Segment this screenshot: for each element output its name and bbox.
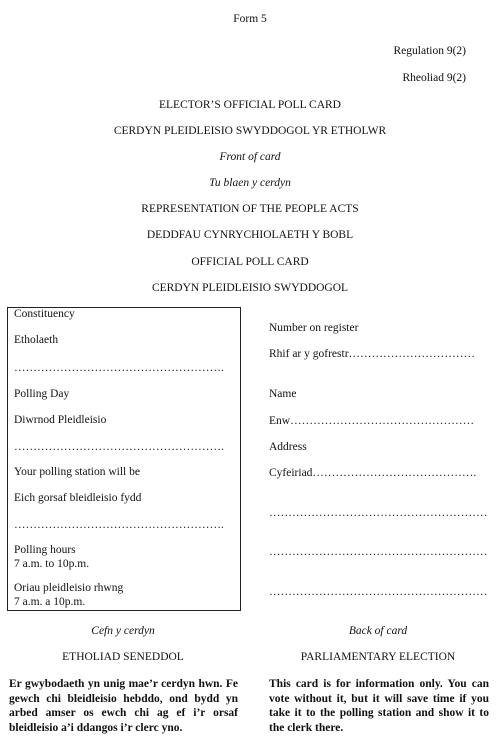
polling-hours-value-en: 7 a.m. to 10p.m. [14,558,90,570]
polling-hours-label-en: Polling hours [14,544,76,556]
polling-day-label-cy: Diwrnod Pleidleisio [14,414,107,426]
card-front-box [7,307,241,611]
electors-card-title-en: ELECTOR’S OFFICIAL POLL CARD [159,99,341,111]
name-label-cy: Enw………………………………………… [269,415,475,427]
address-dotted-line-3: ………………………………………………… [269,586,488,598]
back-of-card-label-cy: Cefn y cerdyn [91,625,155,637]
address-label-en: Address [269,441,307,453]
polling-hours-label-cy: Oriau pleidleisio rhwng [14,582,124,594]
constituency-dotted-line: ………………………………………………. [14,362,224,374]
register-number-label-cy: Rhif ar y gofrestr…………………………… [269,348,476,360]
acts-title-en: REPRESENTATION OF THE PEOPLE ACTS [141,203,359,215]
polling-station-label-en: Your polling station will be [14,466,140,478]
constituency-label-cy: Etholaeth [14,334,59,346]
constituency-label-en: Constituency [14,308,75,320]
polling-station-dotted-line: ………………………………………………. [14,519,224,531]
back-of-card-label-en: Back of card [348,625,408,637]
form-number: Form 5 [233,13,267,25]
polling-station-label-cy: Eich gorsaf bleidleisio fydd [14,492,142,504]
name-label-en: Name [269,388,297,400]
electors-card-title-cy: CERDYN PLEIDLEISIO SWYDDOGOL YR ETHOLWR [113,125,387,137]
register-number-label-en: Number on register [269,322,359,334]
official-card-title-en: OFFICIAL POLL CARD [191,256,309,268]
polling-hours-value-cy: 7 a.m. a 10p.m. [14,596,86,608]
front-of-card-en: Front of card [219,151,281,163]
polling-day-dotted-line: ………………………………………………. [14,441,224,453]
front-of-card-cy: Tu blaen y cerdyn [209,177,291,189]
official-card-title-cy: CERDYN PLEIDLEISIO SWYDDOGOL [151,282,349,294]
election-title-en: PARLIAMENTARY ELECTION [300,651,456,663]
regulation-en: Regulation 9(2) [393,45,466,57]
election-title-cy: ETHOLIAD SENEDDOL [62,651,184,663]
back-note-en: This card is for information only. You can vote without it, but it will save time if you take it to the polling station and show it to the clerk there. [269,678,489,734]
address-dotted-line-1: ………………………………………………… [269,507,488,519]
regulation-cy: Rheoliad 9(2) [402,72,466,84]
back-note-cy: Er gwybodaeth yn unig mae’r cerdyn hwn. Fe gewch chi bleidleisio hebddo, ond bydd yn arbed amser os ewch chi ag ef i’r orsaf bleidleisio a’i ddangos i’r clerc yno. [9,678,238,734]
address-label-cy: Cyfeiriad……………………………………. [269,467,477,479]
address-dotted-line-2: ………………………………………………… [269,546,488,558]
polling-day-label-en: Polling Day [14,388,70,400]
acts-title-cy: DEDDFAU CYNRYCHIOLAETH Y BOBL [146,229,354,241]
